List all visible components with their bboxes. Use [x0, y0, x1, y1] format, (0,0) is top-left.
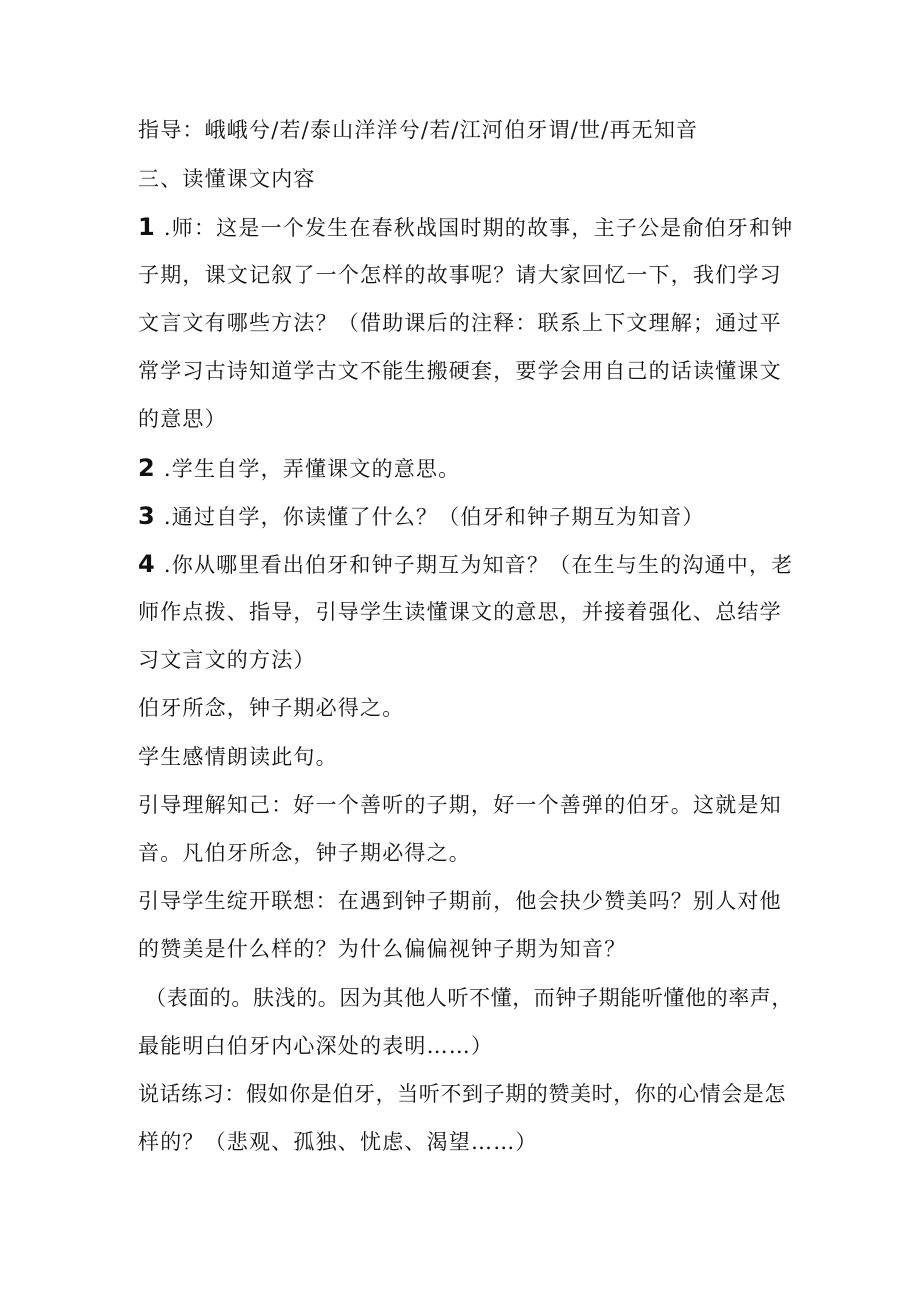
text-line: 文言文有哪些方法？（借助课后的注释：联系上下文理解；通过平 [138, 311, 782, 335]
numbered-item-1 [138, 212, 793, 243]
text-line: 最能明白伯牙内心深处的表明……） [138, 1034, 494, 1058]
item-number: 4 [138, 550, 156, 578]
text-line: .学生自学，弄懂课文的意思。 [163, 457, 461, 481]
text-line: 子期，课文记叙了一个怎样的故事呢？请大家回忆一下，我们学习 [138, 263, 782, 287]
paragraph-line [138, 1127, 538, 1157]
text-line: 习文言文的方法） [138, 648, 316, 672]
text-line: 指导：峨峨兮/若/泰山洋洋兮/若/江河伯牙谓/世/再无知音 [138, 118, 699, 142]
guidance-line [138, 115, 698, 145]
numbered-item-3 [138, 501, 705, 532]
text-line: 三、读懂课文内容 [138, 167, 316, 191]
paragraph-line [138, 742, 338, 772]
text-line: .你从哪里看出伯牙和钟子期互为知音？（在生与生的沟通中，老 [163, 553, 794, 577]
paragraph-line [138, 693, 404, 723]
text-line: 引导学生绽开联想：在遇到钟子期前，他会抉少赞美吗？别人对他 [138, 889, 782, 913]
text-line: 音。凡伯牙所念，钟子期必得之。 [138, 841, 471, 865]
text-line: 样的？（悲观、孤独、忧虑、渴望……） [138, 1130, 538, 1154]
text-line: 的赞美是什么样的？为什么偏偏视钟子期为知音？ [138, 937, 627, 961]
item-number: 1 [138, 213, 156, 241]
section-heading [138, 164, 316, 194]
paragraph-line [138, 838, 471, 868]
paragraph-line [138, 790, 782, 820]
text-line: （表面的。肤浅的。因为其他人听不懂，而钟子期能听懂他的率声， [145, 986, 793, 1010]
paragraph-line [138, 1031, 493, 1061]
numbered-item-4 [138, 549, 793, 580]
text-line: .师：这是一个发生在春秋战国时期的故事，主子公是俞伯牙和钟 [163, 216, 794, 240]
paragraph-line [138, 260, 782, 290]
text-line: 伯牙所念，钟子期必得之。 [138, 696, 405, 720]
paragraph-line [138, 404, 227, 434]
paragraph-line [138, 934, 626, 964]
text-line: 的意思） [138, 407, 227, 431]
paragraph-line [138, 597, 782, 627]
paragraph-line [138, 1079, 786, 1109]
paragraph-line [145, 983, 793, 1013]
text-line: 引导理解知己：好一个善听的子期，好一个善弹的伯牙。这就是知 [138, 793, 782, 817]
text-line: 学生感情朗读此句。 [138, 745, 338, 769]
text-line: 师作点拨、指导，引导学生读懂课文的意思，并接着强化、总结学 [138, 600, 782, 624]
numbered-item-2 [138, 453, 460, 484]
text-line: 说话练习：假如你是伯牙，当听不到子期的赞美时，你的心情会是怎 [138, 1082, 786, 1106]
paragraph-line [138, 308, 782, 338]
item-number: 2 [138, 454, 156, 482]
paragraph-line [138, 886, 782, 916]
paragraph-line [138, 356, 782, 386]
text-line: 常学习古诗知道学古文不能生搬硬套，要学会用自己的话读懂课文 [138, 359, 782, 383]
item-number: 3 [138, 502, 156, 530]
paragraph-line [138, 645, 316, 675]
text-line: .通过自学，你读懂了什么？（伯牙和钟子期互为知音） [163, 505, 705, 529]
